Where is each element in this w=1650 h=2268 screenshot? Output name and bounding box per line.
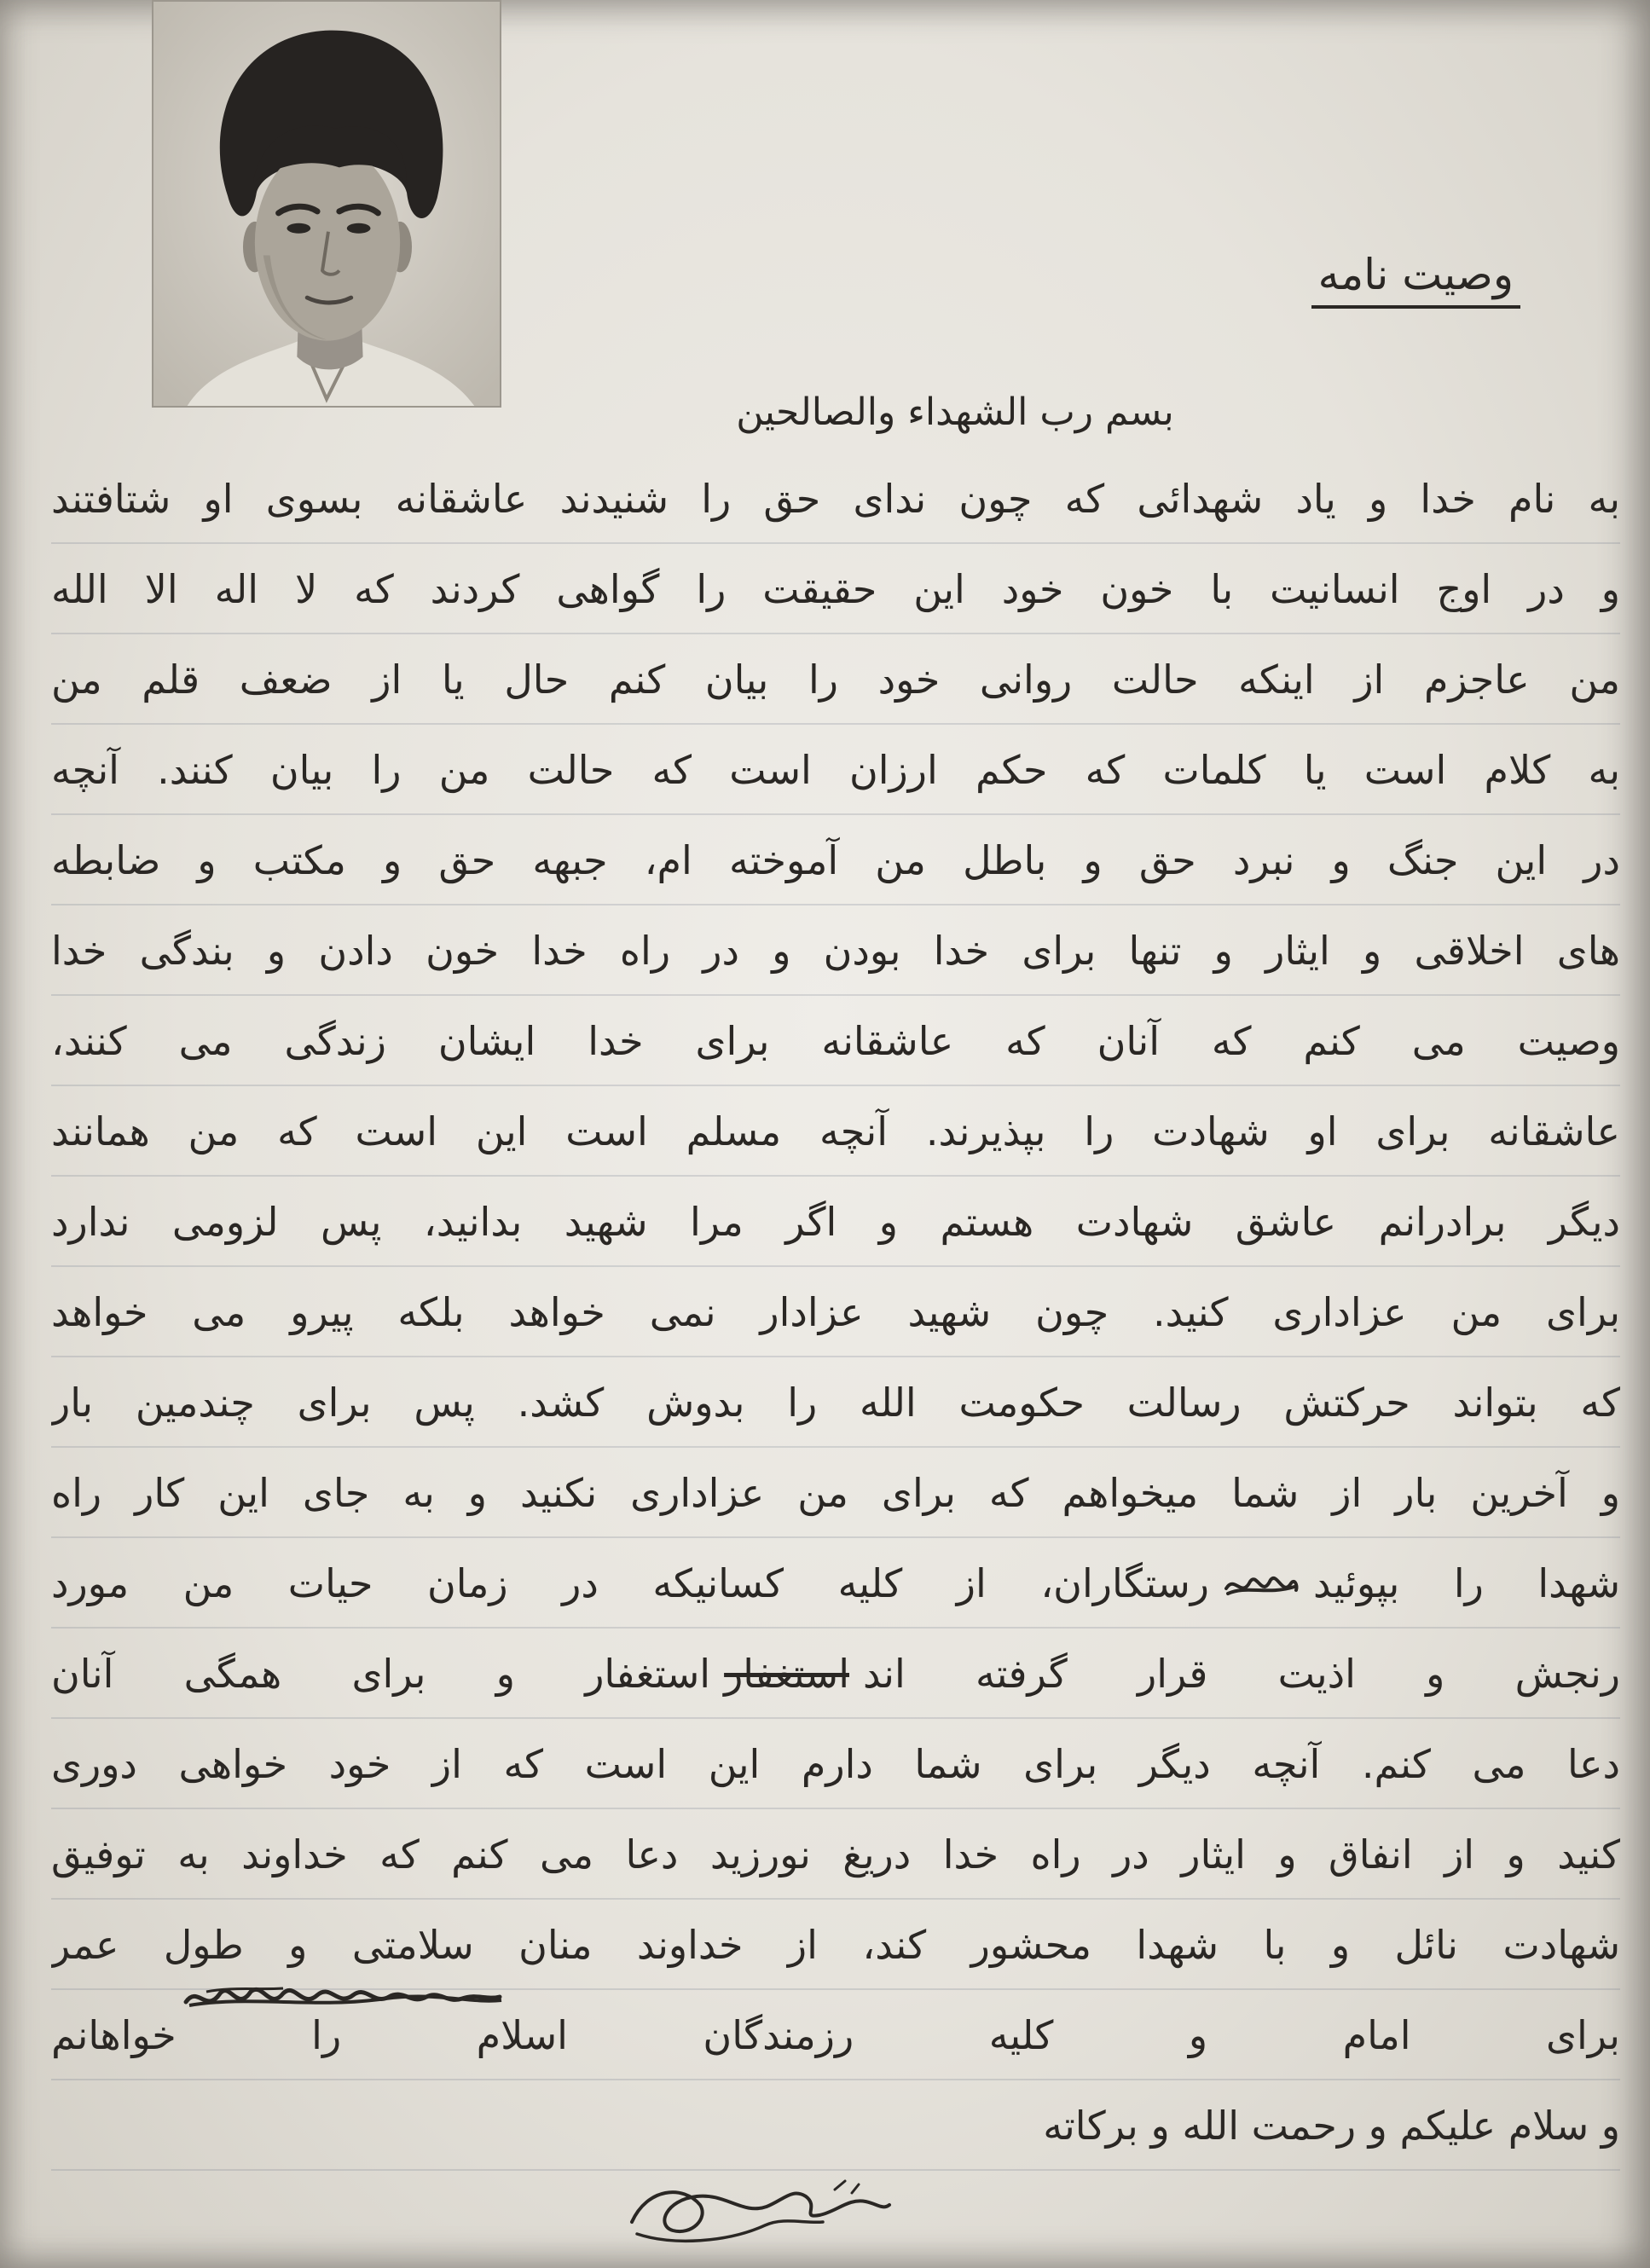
- text-segment: برای من عزاداری کنید. چون شهید عزادار نمی خواهد بلکه پیرو می خواهد: [51, 1289, 1620, 1335]
- text-line: [51, 1086, 1620, 1177]
- signature: [622, 2173, 894, 2248]
- text-segment: شهدا را بپوئید: [1313, 1560, 1620, 1606]
- text-segment: و آخرین بار از شما میخواهم که برای من عزاداری نکنید و به جای این کار راه: [51, 1470, 1620, 1516]
- text-segment: رستگاران، از کلیه کسانیکه در زمان حیات من مورد: [51, 1560, 1210, 1606]
- portrait-image: [153, 2, 500, 406]
- text-line: [51, 634, 1620, 725]
- text-line: [51, 996, 1620, 1086]
- crossed-out-scribble: [181, 1980, 505, 2017]
- text-line: [51, 1177, 1620, 1267]
- text-line: [51, 544, 1620, 634]
- text-line: [51, 1809, 1620, 1900]
- text-segment: کنید و از انفاق و ایثار در راه خدا دریغ نورزید دعا می کنم که خداوند به توفیق: [51, 1831, 1620, 1877]
- text-line: [51, 1900, 1620, 1990]
- text-line: [51, 1267, 1620, 1357]
- text-segment: دعا می کنم. آنچه دیگر برای شما دارم این است که از خود خواهی دوری: [51, 1741, 1620, 1787]
- text-segment: به نام خدا و یاد شهدائی که چون ندای حق را شنیدند عاشقانه بسوی او شتافتند: [51, 476, 1620, 522]
- will-text-body: [51, 454, 1620, 2171]
- text-segment: شهادت نائل و با شهدا محشور کند، از خداوند منان سلامتی و طول عمر: [51, 1922, 1620, 1968]
- text-line: [51, 1629, 1620, 1719]
- closing-line: [51, 2080, 1620, 2171]
- text-segment: من عاجزم از اینکه حالت روانی خود را بیان کنم حال یا از ضعف قلم من: [51, 657, 1620, 703]
- text-segment: در این جنگ و نبرد حق و باطل من آموخته ام، جبهه حق و مکتب و ضابطه: [51, 837, 1620, 883]
- document-title: وصیت نامه: [1311, 247, 1520, 309]
- text-line: [51, 1719, 1620, 1809]
- text-segment: و سلام علیکم و رحمت الله و برکاته: [1043, 2103, 1620, 2149]
- text-line: [51, 1357, 1620, 1448]
- text-line: [51, 1538, 1620, 1629]
- text-segment: وصیت می کنم که آنان که عاشقانه برای خدا ایشان زندگی می کنند،: [51, 1018, 1620, 1064]
- text-line: [51, 905, 1620, 996]
- basmala-heading: بسم رب الشهداء والصالحین: [736, 391, 1174, 434]
- struck-through-word: استغفار: [724, 1651, 849, 1697]
- text-segment: به کلام است یا کلمات که حکم ارزان است که حالت من را بیان کنند. آنچه: [51, 747, 1620, 793]
- text-line: [51, 1448, 1620, 1538]
- text-segment: دیگر برادرانم عاشق شهادت هستم و اگر مرا شهید بدانید، پس لزومی ندارد: [51, 1199, 1620, 1245]
- portrait-photo: [152, 0, 501, 408]
- text-segment: عاشقانه برای او شهادت را بپذیرند. آنچه مسلم است این است که من همانند: [51, 1108, 1620, 1154]
- text-segment: برای امام و کلیه رزمندگان اسلام را خواهانم: [51, 2012, 1620, 2058]
- text-line: [51, 815, 1620, 905]
- text-line: [51, 725, 1620, 815]
- text-segment: و در اوج انسانیت با خون خود این حقیقت را گواهی کردند که لا اله الا الله: [51, 566, 1620, 612]
- text-segment: استغفار و برای همگی آنان: [51, 1651, 711, 1697]
- text-line: [51, 454, 1620, 544]
- text-segment: های اخلاقی و ایثار و تنها برای خدا بودن و در راه خدا خون دادن و بندگی خدا: [51, 928, 1620, 974]
- text-segment: که بتواند حرکتش رسالت حکومت الله را بدوش کشد. پس برای چندمین بار: [51, 1380, 1620, 1426]
- crossed-out-scribble: [1223, 1570, 1300, 1604]
- text-segment: رنجش و اذیت قرار گرفته اند: [863, 1651, 1620, 1697]
